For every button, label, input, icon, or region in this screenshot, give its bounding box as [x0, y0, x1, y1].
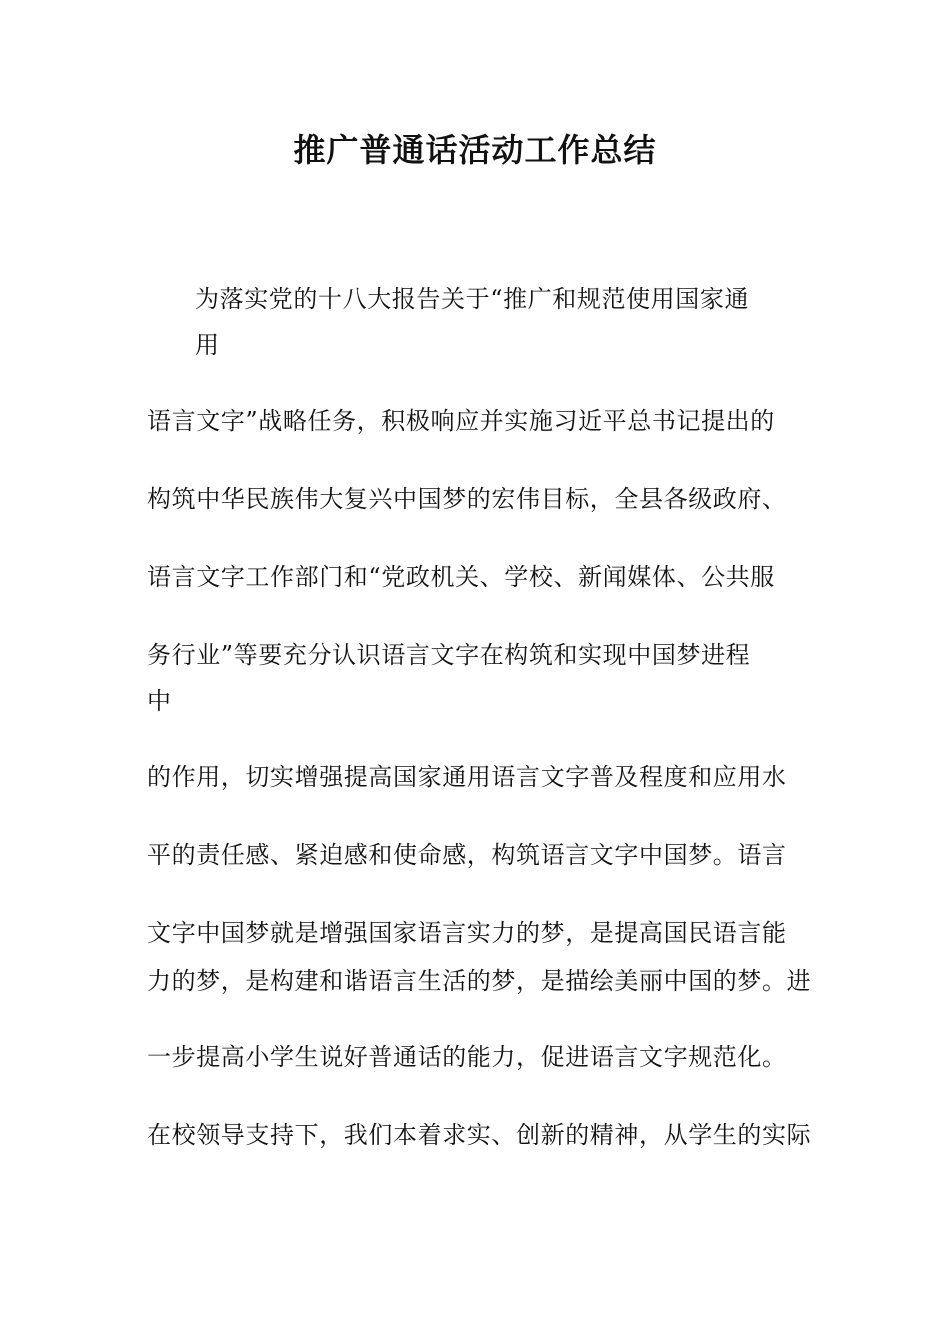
paragraph-line: 语言文字”战略任务，积极响应并实施习近平总书记提出的: [147, 407, 775, 435]
paragraph-line: 中: [147, 687, 172, 715]
paragraph-line: 构筑中华民族伟大复兴中国梦的宏伟目标，全县各级政府、: [147, 485, 787, 513]
paragraph-line: 力的梦，是构建和谐语言生活的梦，是描绘美丽中国的梦。进: [147, 967, 812, 995]
paragraph-line: 一步提高小学生说好普通话的能力，促进语言文字规范化。: [147, 1043, 787, 1071]
paragraph-line: 为落实党的十八大报告关于“推广和规范使用国家通: [195, 285, 750, 313]
document-title: 推广普通话活动工作总结: [293, 131, 657, 169]
paragraph-line: 在校领导支持下，我们本着求实、创新的精神，从学生的实际: [147, 1121, 812, 1149]
paragraph-line: 语言文字工作部门和“党政机关、学校、新闻媒体、公共服: [147, 563, 775, 591]
paragraph-line: 用: [195, 331, 220, 359]
paragraph-line: 平的责任感、紧迫感和使命感，构筑语言文字中国梦。语言: [147, 841, 787, 869]
paragraph-line: 文字中国梦就是增强国家语言实力的梦，是提高国民语言能: [147, 919, 787, 947]
paragraph-line: 的作用，切实增强提高国家通用语言文字普及程度和应用水: [147, 763, 787, 791]
paragraph-line: 务行业”等要充分认识语言文字在构筑和实现中国梦进程: [147, 641, 751, 669]
